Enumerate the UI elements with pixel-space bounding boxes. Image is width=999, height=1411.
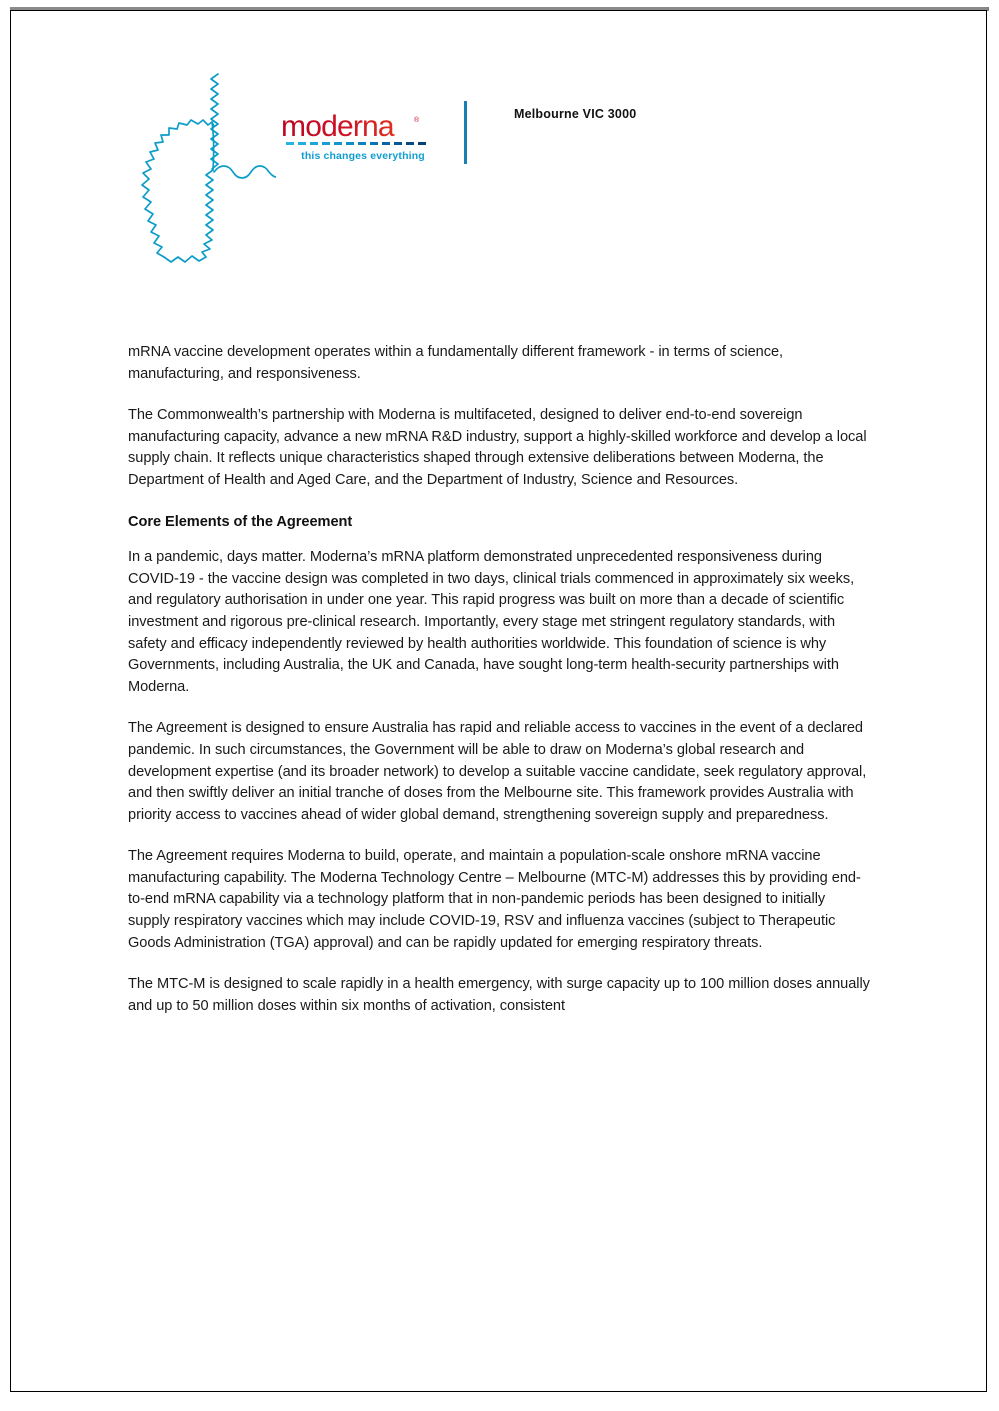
body-paragraph: The Commonwealth’s partnership with Moderna is multifaceted, designed to deliver end-to-end sovereign manufacturing capacity, advance a new mRNA R&D industry, support a highly-skilled workforce and develop a local supply chain. It reflects unique characteristics shaped through extensive deliberations between Moderna, the Department of Health and Aged Care, and the Department of Industry, Science and Resources. [128,407,867,488]
brand-tagline: this changes everything [301,150,425,162]
svg-text:moderna: moderna [281,110,394,143]
letterhead-address: Melbourne VIC 3000 [514,107,637,121]
moderna-mrna-squiggle-icon [136,66,276,271]
svg-text:®: ® [414,117,420,124]
body-paragraph: The Agreement requires Moderna to build, operate, and maintain a population-scale onshore mRNA vaccine manufacturing capability. The Moderna Technology Centre – Melbourne (MTC-M) addresses this by providing end-to-end mRNA capability via a technology platform that in non-pandemic periods has been designed to initially supply respiratory vaccines which may include COVID-19, RSV and influenza vaccines (subject to Therapeutic Goods Administration (TGA) approval) and can be rapidly updated for emerging respiratory threats. [128,848,861,951]
body-paragraph: The Agreement is designed to ensure Australia has rapid and reliable access to vaccines in the event of a declared pandemic. In such circumstances, the Government will be able to draw on Moderna’s global research and development expertise (and its broader network) to develop a suitable vaccine candidate, seek regulatory approval, and then swiftly deliver an initial tranche of doses from the Melbourne site. This framework provides Australia with priority access to vaccines ahead of wider global demand, strengthening sovereign supply and preparedness. [128,720,867,823]
letterhead-divider [464,101,467,164]
body-paragraph: The MTC-M is designed to scale rapidly in a health emergency, with surge capacity up to 100 million doses annually and up to 50 million doses within six months of activation, consistent [128,976,870,1014]
body-paragraph: In a pandemic, days matter. Moderna’s mRNA platform demonstrated unprecedented responsiveness during COVID-19 - the vaccine design was completed in two days, clinical trials commenced in approximately six weeks, and regulatory authorisation in under one year. This rapid progress was built on more than a decade of scientific investment and rigorous pre-clinical research. Importantly, every stage met stringent regulatory standards, with safety and efficacy independently reviewed by health authorities worldwide. This foundation of science is why Governments, including Australia, the UK and Canada, have sought long-term health-security partnerships with Moderna. [128,549,855,695]
brand-dash-rule-icon [285,141,427,146]
moderna-wordmark-icon [281,109,433,143]
section-heading: Core Elements of the Agreement [128,513,353,530]
moderna-logo [281,109,441,171]
body-paragraph: mRNA vaccine development operates within a fundamentally different framework - in terms of science, manufacturing, and responsiveness. [128,344,784,382]
letterhead [11,11,987,271]
document-page [10,10,987,1392]
document-body [128,342,870,1017]
